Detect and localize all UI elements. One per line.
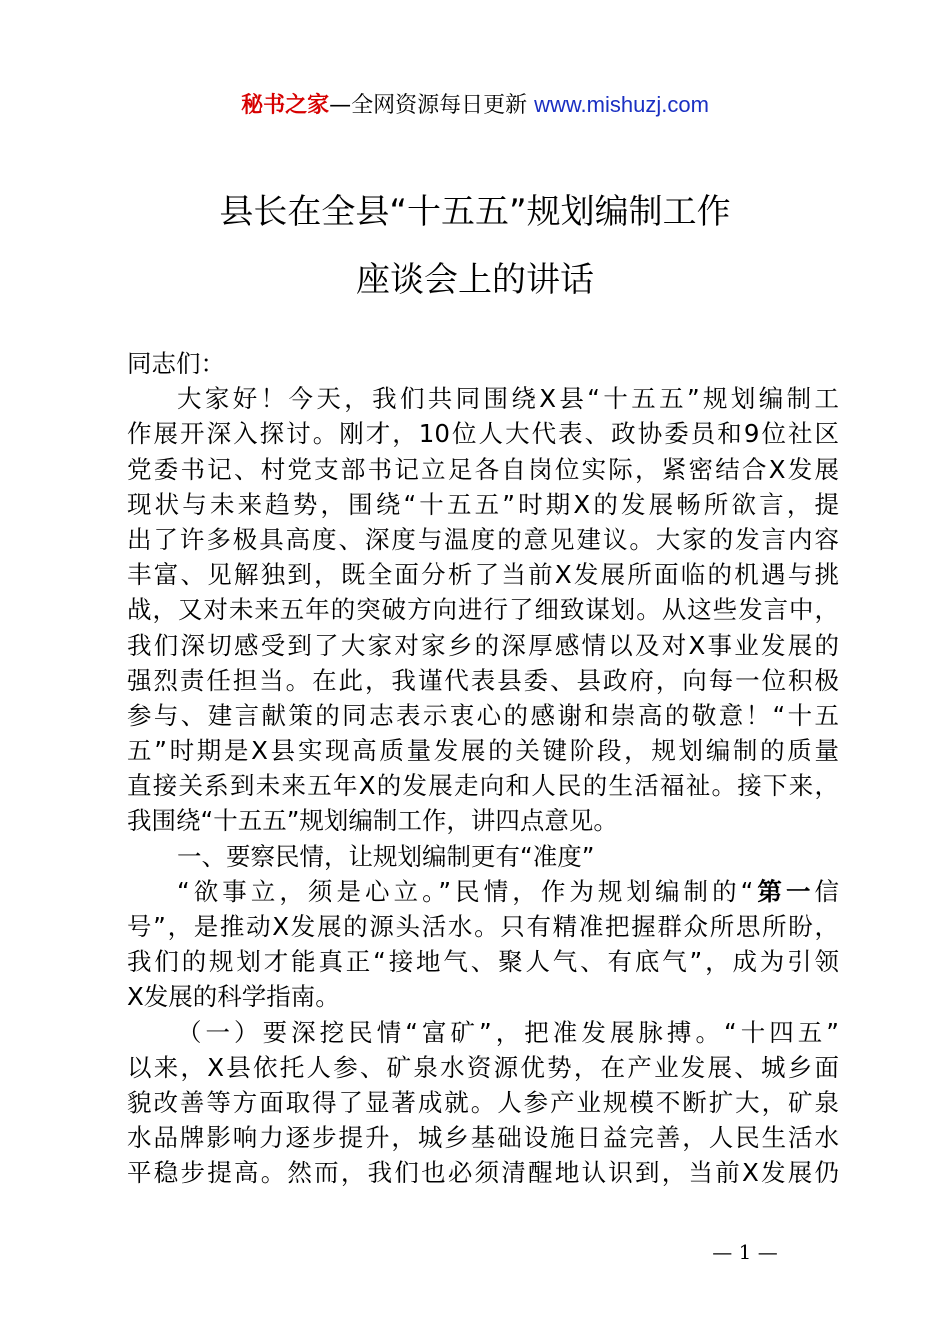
- salutation: 同志们：: [127, 349, 225, 378]
- subsection-line: （一）要深挖民情“富矿”，把准发展脉搏。“十四五”: [177, 1017, 839, 1047]
- quote-text-end: 信: [814, 876, 840, 906]
- paragraph-line: 五”时期是X县实现高质量发展的关键阶段，规划编制的质量: [127, 736, 839, 766]
- page-number: — 1 —: [712, 1240, 778, 1264]
- paragraph-line: 参与、建言献策的同志表示衷心的感谢和崇高的敬意！“十五: [127, 700, 839, 730]
- paragraph-line: 作展开深入探讨。刚才，10位人大代表、政协委员和9位社区: [127, 419, 839, 449]
- document-title-line-1: 县长在全县“十五五”规划编制工作: [219, 192, 731, 232]
- section-heading: 一、要察民情，让规划编制更有“准度”: [177, 841, 595, 871]
- paragraph-line: 貌改善等方面取得了显著成就。人参产业规模不断扩大，矿泉: [127, 1087, 839, 1117]
- paragraph-line: 水品牌影响力逐步提升，城乡基础设施日益完善，人民生活水: [127, 1123, 839, 1153]
- quote-text: “欲事立，须是心立。”民情，作为规划编制的“: [177, 876, 754, 906]
- paragraph-line: 直接关系到未来五年X的发展走向和人民的生活福祉。接下来，: [127, 771, 839, 801]
- document-body: [127, 346, 839, 1191]
- paragraph-line: X发展的科学指南。: [127, 982, 340, 1012]
- paragraph-line: 出了许多极具高度、深度与温度的意见建议。大家的发言内容: [127, 524, 839, 554]
- paragraph-line: 以来，X县依托人参、矿泉水资源优势，在产业发展、城乡面: [127, 1052, 839, 1082]
- paragraph-line: 平稳步提高。然而，我们也必须清醒地认识到，当前X发展仍: [127, 1158, 839, 1188]
- site-url-link[interactable]: www.mishuzj.com: [534, 92, 709, 117]
- document-title-line-2: 座谈会上的讲话: [356, 260, 594, 300]
- quote-line: [127, 874, 839, 909]
- bold-emphasis: 第一: [753, 876, 815, 906]
- site-brand: 秘书之家: [241, 93, 330, 118]
- paragraph-line: 战，又对未来五年的突破方向进行了细致谋划。从这些发言中，: [127, 595, 839, 625]
- paragraph-line: 大家好！今天，我们共同围绕X县“十五五”规划编制工: [177, 384, 839, 414]
- site-header: [0, 88, 950, 123]
- paragraph-line: 号”，是推动X发展的源头活水。只有精准把握群众所思所盼，: [127, 912, 839, 941]
- paragraph-line: 强烈责任担当。在此，我谨代表县委、县政府，向每一位积极: [127, 665, 839, 695]
- paragraph-line: 现状与未来趋势，围绕“十五五”时期X的发展畅所欲言，提: [127, 489, 839, 519]
- site-tagline: —全网资源每日更新: [329, 93, 535, 118]
- paragraph-line: 我围绕“十五五”规划编制工作，讲四点意见。: [127, 806, 618, 836]
- paragraph-line: 我们深切感受到了大家对家乡的深厚感情以及对X事业发展的: [127, 630, 839, 660]
- paragraph-line: 丰富、见解独到，既全面分析了当前X发展所面临的机遇与挑: [127, 560, 839, 590]
- paragraph-line: 我们的规划才能真正“接地气、聚人气、有底气”，成为引领: [127, 947, 839, 977]
- paragraph-line: 党委书记、村党支部书记立足各自岗位实际，紧密结合X发展: [127, 454, 839, 484]
